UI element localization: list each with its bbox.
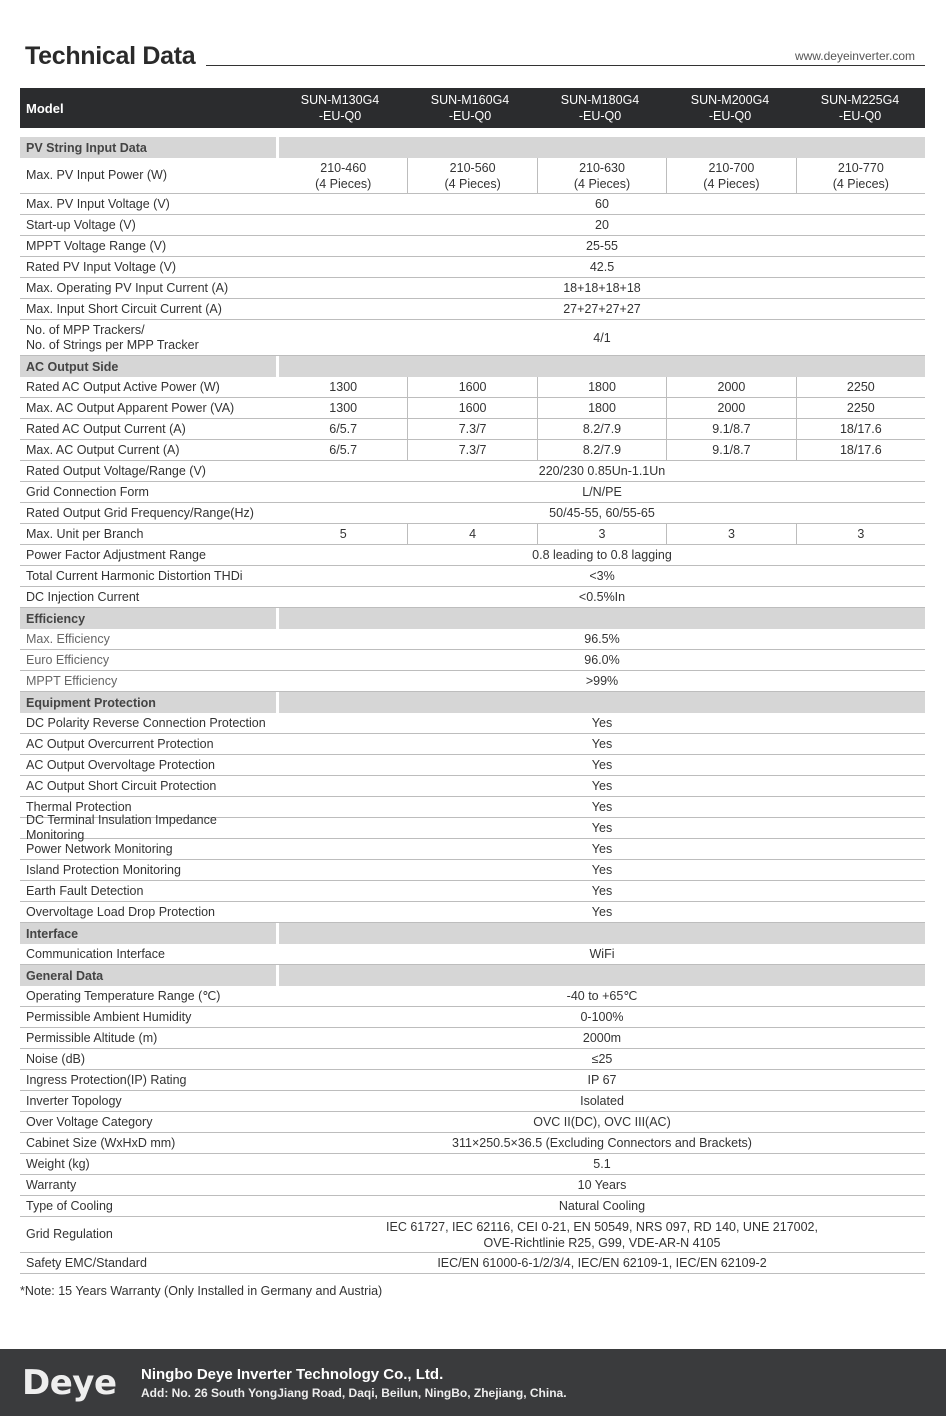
section-title: Efficiency <box>20 608 276 629</box>
spec-label: Warranty <box>26 1177 77 1192</box>
spec-value: Yes <box>591 737 613 751</box>
spec-value: 20 <box>595 218 609 232</box>
table-row <box>20 503 925 524</box>
deye-logo: Deye <box>22 1363 117 1403</box>
table-row <box>20 1007 925 1028</box>
spec-value-cell <box>279 1154 925 1174</box>
spec-value: 210-630 <box>579 160 625 175</box>
spec-value: 0.8 leading to 0.8 lagging <box>532 548 672 562</box>
spec-value: 4/1 <box>593 330 611 345</box>
spec-value: Isolated <box>580 1094 624 1108</box>
spec-value-cell <box>279 1091 925 1111</box>
table-row <box>20 482 925 503</box>
spec-value: IP 67 <box>587 1073 617 1087</box>
model-name-line: -EU-Q0 <box>318 109 362 123</box>
spec-value-cell <box>279 1175 925 1195</box>
spec-value: 2000 <box>717 401 746 415</box>
spec-value: 18+18+18+18 <box>563 281 641 295</box>
spec-value-cell <box>279 755 925 775</box>
spec-value-cell <box>279 1196 925 1216</box>
table-row <box>20 813 925 842</box>
spec-value-cell <box>279 671 925 691</box>
spec-value: Yes <box>591 842 613 856</box>
spec-value-cell <box>279 257 925 277</box>
table-row <box>20 545 925 566</box>
spec-label: Weight (kg) <box>26 1156 90 1171</box>
spec-value: 0-100% <box>580 1010 624 1024</box>
spec-value-cell <box>279 461 925 481</box>
spec-value: 1300 <box>329 401 358 415</box>
table-row <box>20 257 925 278</box>
table-row <box>20 755 925 776</box>
table-row <box>20 776 925 797</box>
spec-label: Euro Efficiency <box>26 652 110 667</box>
spec-label: DC Polarity Reverse Connection Protection <box>26 715 266 730</box>
spec-label: MPPT Efficiency <box>26 673 118 688</box>
spec-label: Max. Input Short Circuit Current (A) <box>26 301 222 316</box>
spec-value-cell <box>279 194 925 214</box>
spec-value-cell <box>279 419 407 439</box>
section-interface <box>20 923 925 944</box>
spec-label: Noise (dB) <box>26 1051 86 1066</box>
spec-value-cell <box>279 236 925 256</box>
spec-value: 8.2/7.9 <box>582 443 622 457</box>
spec-label: Ingress Protection(IP) Rating <box>26 1072 187 1087</box>
table-row <box>20 734 925 755</box>
spec-value: 42.5 <box>589 260 615 274</box>
warranty-note: *Note: 15 Years Warranty (Only Installed in Germany and Austria) <box>20 1284 383 1298</box>
table-row <box>20 1196 925 1217</box>
spec-label: Over Voltage Category <box>26 1114 153 1129</box>
spec-value: 2250 <box>846 380 875 394</box>
table-row <box>20 320 925 356</box>
spec-value-cell <box>279 944 925 964</box>
table-row <box>20 158 925 194</box>
company-address: Add: No. 26 South YongJiang Road, Daqi, Beilun, NingBo, Zhejiang, China. <box>141 1386 567 1400</box>
website-link[interactable]: www.deyeinverter.com <box>787 49 915 63</box>
table-row <box>20 299 925 320</box>
spec-value: OVC II(DC), OVC III(AC) <box>533 1115 671 1129</box>
spec-value-cell <box>279 734 925 754</box>
model-name-line: -EU-Q0 <box>448 109 492 123</box>
spec-label: Rated AC Output Current (A) <box>26 421 186 436</box>
spec-label: Max. PV Input Power (W) <box>26 168 168 182</box>
spec-value: 2000 <box>717 380 746 394</box>
model-column <box>275 88 405 128</box>
spec-value-cell <box>279 503 925 523</box>
spec-value-cell <box>666 398 795 418</box>
model-name-line: SUN-M130G4 <box>300 93 380 107</box>
spec-value-cell <box>279 860 925 880</box>
spec-value-cell <box>279 440 407 460</box>
spec-value-cell <box>407 524 536 544</box>
spec-value: -40 to +65℃ <box>566 989 638 1003</box>
section-title: Equipment Protection <box>20 692 276 713</box>
table-row <box>20 566 925 587</box>
spec-value-cell <box>279 482 925 502</box>
table-row <box>20 236 925 257</box>
spec-value: Yes <box>591 884 613 898</box>
spec-value-cell <box>279 629 925 649</box>
spec-label: AC Output Short Circuit Protection <box>26 778 217 793</box>
spec-value-cell <box>666 377 795 397</box>
table-row <box>20 902 925 923</box>
spec-label: DC Injection Current <box>26 589 140 604</box>
spec-value-cell <box>279 902 925 922</box>
spec-label: Max. Operating PV Input Current (A) <box>26 280 229 295</box>
spec-value: 27+27+27+27 <box>563 302 641 316</box>
table-row <box>20 986 925 1007</box>
spec-value-cell <box>279 587 925 607</box>
table-row <box>20 860 925 881</box>
spec-value-cell <box>537 419 666 439</box>
spec-value: 1600 <box>458 380 487 394</box>
spec-value-cell <box>279 818 925 838</box>
spec-value-cell <box>279 1253 925 1273</box>
spec-label: Communication Interface <box>26 946 165 961</box>
spec-value-cell <box>537 158 666 193</box>
section-title: Interface <box>20 923 276 944</box>
spec-value: <3% <box>589 569 615 583</box>
section-title: AC Output Side <box>20 356 276 377</box>
table-row <box>20 1253 925 1274</box>
table-row <box>20 881 925 902</box>
spec-value-cell <box>279 566 925 586</box>
spec-label: Max. PV Input Voltage (V) <box>26 196 170 211</box>
spec-value: 18/17.6 <box>839 422 882 436</box>
spec-value: 50/45-55, 60/55-65 <box>549 506 655 520</box>
spec-value-cell <box>279 524 407 544</box>
spec-value-cell <box>279 881 925 901</box>
table-row <box>20 440 925 461</box>
spec-value: IEC 61727, IEC 62116, CEI 0-21, EN 50549, NRS 097, RD 140, UNE 217002, <box>386 1219 818 1234</box>
spec-label: Thermal Protection <box>26 799 132 814</box>
spec-label: Type of Cooling <box>26 1198 113 1213</box>
spec-value: 6/5.7 <box>329 422 358 436</box>
table-row <box>20 377 925 398</box>
table-row <box>20 1049 925 1070</box>
spec-value: Yes <box>591 800 613 814</box>
spec-value-cell <box>537 377 666 397</box>
spec-label: Start-up Voltage (V) <box>26 217 136 232</box>
spec-value: 9.1/8.7 <box>712 422 751 436</box>
spec-value: 60 <box>595 197 609 211</box>
spec-value: 9.1/8.7 <box>712 443 751 457</box>
spec-label: Rated Output Voltage/Range (V) <box>26 463 206 478</box>
spec-value: 18/17.6 <box>839 443 882 457</box>
table-row <box>20 524 925 545</box>
spec-value: 8.2/7.9 <box>582 422 622 436</box>
spec-value-cell <box>537 398 666 418</box>
spec-value-cell <box>537 524 666 544</box>
spec-label: Permissible Altitude (m) <box>26 1030 158 1045</box>
spec-value-cell <box>279 299 925 319</box>
section-title: PV String Input Data <box>20 137 276 158</box>
spec-value: IEC/EN 61000-6-1/2/3/4, IEC/EN 62109-1, IEC/EN 62109-2 <box>437 1256 767 1270</box>
table-row <box>20 1133 925 1154</box>
spec-value: (4 Pieces) <box>444 176 501 191</box>
spec-value: 6/5.7 <box>329 443 358 457</box>
spec-label: Grid Connection Form <box>26 484 149 499</box>
spec-value-cell <box>796 398 925 418</box>
table-row <box>20 587 925 608</box>
spec-value-cell <box>279 1049 925 1069</box>
spec-value: 210-770 <box>837 160 884 175</box>
table-row <box>20 671 925 692</box>
spec-value-cell <box>407 440 536 460</box>
table-row <box>20 194 925 215</box>
model-column <box>405 88 535 128</box>
spec-value: WiFi <box>589 947 615 961</box>
spec-value: 5 <box>339 527 347 541</box>
table-row <box>20 419 925 440</box>
model-name-line: SUN-M180G4 <box>560 93 640 107</box>
spec-value: 7.3/7 <box>458 422 487 436</box>
spec-value-cell <box>279 713 925 733</box>
spec-label: AC Output Overvoltage Protection <box>26 757 215 772</box>
table-row <box>20 1091 925 1112</box>
spec-value: 220/230 0.85Un-1.1Un <box>538 464 666 478</box>
spec-value-cell <box>279 1007 925 1027</box>
spec-value: (4 Pieces) <box>315 176 372 191</box>
spec-label: Max. Unit per Branch <box>26 526 144 541</box>
spec-value: 2250 <box>846 401 875 415</box>
spec-label: Operating Temperature Range (℃) <box>26 988 221 1003</box>
spec-value: 10 Years <box>577 1178 627 1192</box>
spec-value-cell <box>279 1217 925 1252</box>
spec-value-cell <box>279 839 925 859</box>
spec-value: 3 <box>857 527 865 541</box>
spec-value: Yes <box>591 758 613 772</box>
spec-value: <0.5%In <box>578 590 626 604</box>
spec-value-cell <box>666 158 795 193</box>
spec-value-cell <box>796 419 925 439</box>
spec-label: DC Terminal Insulation Impedance Monitoring <box>26 813 217 842</box>
spec-value-cell <box>279 1112 925 1132</box>
section-general-data <box>20 965 925 986</box>
spec-value-cell <box>279 398 407 418</box>
table-row <box>20 944 925 965</box>
spec-value-cell <box>537 440 666 460</box>
spec-value-cell <box>407 377 536 397</box>
spec-value-cell <box>279 797 925 817</box>
page-header <box>25 38 925 72</box>
spec-label: Cabinet Size (WxHxD mm) <box>26 1135 176 1150</box>
spec-value-cell <box>279 278 925 298</box>
spec-value: 311×250.5×36.5 (Excluding Connectors and Brackets) <box>452 1136 752 1150</box>
spec-value: 1800 <box>588 401 616 415</box>
spec-value-cell <box>279 158 407 193</box>
model-name-line: -EU-Q0 <box>578 109 622 123</box>
spec-label: Permissible Ambient Humidity <box>26 1009 192 1024</box>
spec-label: Inverter Topology <box>26 1093 122 1108</box>
spec-label: Power Network Monitoring <box>26 841 173 856</box>
spec-value: OVE-Richtlinie R25, G99, VDE-AR-N 4105 <box>483 1235 721 1250</box>
spec-value: Yes <box>591 779 613 793</box>
model-label: Model <box>26 100 64 116</box>
table-row <box>20 629 925 650</box>
spec-value: (4 Pieces) <box>832 176 889 191</box>
table-row <box>20 1154 925 1175</box>
spec-value: >99% <box>585 674 619 688</box>
spec-value: 25-55 <box>586 239 618 253</box>
table-row <box>20 839 925 860</box>
spec-label: MPPT Voltage Range (V) <box>26 238 167 253</box>
spec-value-cell <box>407 398 536 418</box>
spec-value-cell <box>796 377 925 397</box>
section-pv-string-input-data <box>20 137 925 158</box>
spec-value: 96.5% <box>584 632 620 646</box>
section-title: General Data <box>20 965 276 986</box>
spec-value: L/N/PE <box>582 485 622 499</box>
spec-value: 2000m <box>582 1031 622 1045</box>
spec-value: Natural Cooling <box>558 1199 646 1213</box>
spec-value-cell <box>279 986 925 1006</box>
section-efficiency <box>20 608 925 629</box>
spec-label: Max. AC Output Current (A) <box>26 442 180 457</box>
spec-value: (4 Pieces) <box>573 176 631 191</box>
spec-value: 1300 <box>329 380 358 394</box>
table-row <box>20 398 925 419</box>
spec-value: (4 Pieces) <box>703 176 760 191</box>
spec-label: Earth Fault Detection <box>26 883 144 898</box>
spec-label: Total Current Harmonic Distortion THDi <box>26 568 243 583</box>
spec-value-cell <box>666 419 795 439</box>
spec-value: 210-700 <box>708 160 755 175</box>
spec-value-cell <box>666 440 795 460</box>
spec-value: Yes <box>591 821 613 835</box>
spec-value-cell <box>279 650 925 670</box>
spec-value: 96.0% <box>584 653 620 667</box>
spec-label: Island Protection Monitoring <box>26 862 181 877</box>
spec-value-cell <box>666 524 795 544</box>
spec-value-cell <box>279 776 925 796</box>
spec-value-cell <box>796 440 925 460</box>
company-name: Ningbo Deye Inverter Technology Co., Ltd. <box>141 1366 444 1383</box>
spec-value: 3 <box>598 527 606 541</box>
spec-value: Yes <box>591 716 613 730</box>
spec-value: 5.1 <box>593 1157 611 1171</box>
section-equipment-protection <box>20 692 925 713</box>
spec-label: Max. Efficiency <box>26 631 110 646</box>
spec-value: 1800 <box>588 380 616 394</box>
spec-label: Rated AC Output Active Power (W) <box>26 379 220 394</box>
model-columns <box>275 88 925 128</box>
page-footer <box>0 1349 946 1416</box>
spec-label: Grid Regulation <box>26 1227 113 1241</box>
table-row <box>20 1112 925 1133</box>
spec-value-cell <box>279 377 407 397</box>
spec-label: Overvoltage Load Drop Protection <box>26 904 215 919</box>
section-ac-output-side <box>20 356 925 377</box>
table-row <box>20 1175 925 1196</box>
spec-value-cell <box>279 1028 925 1048</box>
spec-label: Rated Output Grid Frequency/Range(Hz) <box>26 505 254 520</box>
spec-value-cell <box>796 158 925 193</box>
spec-table <box>20 137 925 1274</box>
table-row <box>20 713 925 734</box>
model-column <box>795 88 925 128</box>
spec-value-cell <box>407 158 536 193</box>
title-divider <box>206 65 925 66</box>
spec-value: 210-460 <box>320 160 367 175</box>
table-row <box>20 650 925 671</box>
spec-value: Yes <box>591 863 613 877</box>
table-row <box>20 461 925 482</box>
spec-value: 1600 <box>458 401 487 415</box>
spec-value-cell <box>407 419 536 439</box>
table-row <box>20 1028 925 1049</box>
page-title: Technical Data <box>25 42 196 70</box>
model-name-line: SUN-M160G4 <box>430 93 510 107</box>
spec-value: 210-560 <box>449 160 496 175</box>
spec-label: AC Output Overcurrent Protection <box>26 736 214 751</box>
model-name-line: SUN-M225G4 <box>820 93 900 107</box>
spec-value-cell <box>796 524 925 544</box>
model-column <box>665 88 795 128</box>
spec-value-cell <box>279 215 925 235</box>
spec-value: 4 <box>469 527 477 541</box>
spec-value: Yes <box>591 905 613 919</box>
spec-value-cell <box>279 1070 925 1090</box>
model-name-line: -EU-Q0 <box>838 109 882 123</box>
spec-value-cell <box>279 1133 925 1153</box>
model-name-line: SUN-M200G4 <box>690 93 770 107</box>
spec-value: 3 <box>727 527 735 541</box>
table-row <box>20 1217 925 1253</box>
table-row <box>20 215 925 236</box>
spec-value-cell <box>279 545 925 565</box>
table-row <box>20 1070 925 1091</box>
table-row <box>20 278 925 299</box>
model-column <box>535 88 665 128</box>
spec-label: Safety EMC/Standard <box>26 1255 147 1270</box>
spec-value: 7.3/7 <box>458 443 487 457</box>
model-header-row <box>20 88 925 128</box>
model-name-line: -EU-Q0 <box>708 109 752 123</box>
spec-label: Rated PV Input Voltage (V) <box>26 259 177 274</box>
spec-label: Max. AC Output Apparent Power (VA) <box>26 400 235 415</box>
spec-label: No. of MPP Trackers/ No. of Strings per MPP Tracker <box>26 322 199 352</box>
spec-value-cell <box>279 320 925 355</box>
spec-value: ≤25 <box>591 1052 613 1066</box>
spec-label: Power Factor Adjustment Range <box>26 547 206 562</box>
